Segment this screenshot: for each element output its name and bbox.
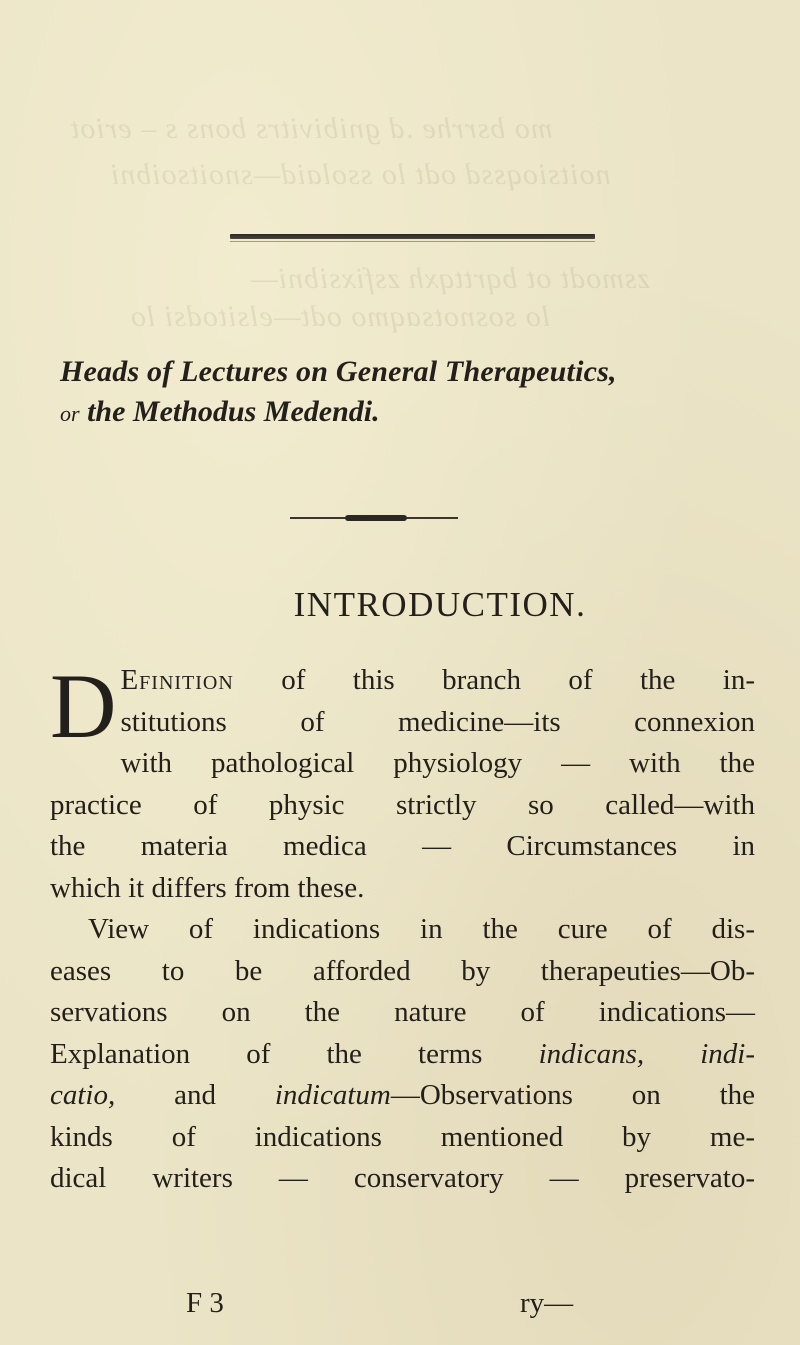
body-text xyxy=(50,655,756,1200)
italic-term: indicans, xyxy=(538,1037,645,1070)
header-rule xyxy=(230,234,595,239)
text-line: practice of physic strictly so called—with xyxy=(50,788,755,821)
text-segment: and xyxy=(174,1079,216,1111)
text-line: the materia medica — Circumstances in xyxy=(50,830,755,862)
text-segment: Explanation of the terms xyxy=(50,1037,483,1070)
ornament-rule xyxy=(290,517,458,519)
lecture-heading: Heads of Lectures on General Therapeutics, xyxy=(60,355,617,388)
show-through-text: noitsioqssd odt lo ssolaid—snoitsoibni xyxy=(110,158,611,191)
text-line xyxy=(50,1075,755,1117)
or-word: or xyxy=(60,401,80,426)
text-line: eases to be afforded by therapeuties—Ob- xyxy=(50,954,755,987)
text-segment: —Observations on the xyxy=(390,1079,756,1111)
text-line xyxy=(50,1034,755,1076)
text-line: servations on the nature of indications— xyxy=(50,996,755,1028)
catchword: ry— xyxy=(520,1287,574,1319)
lecture-subheading xyxy=(60,392,760,434)
signature-mark: F 3 xyxy=(186,1287,224,1319)
drop-cap: D xyxy=(50,655,117,757)
text-line: kinds of indications mentioned by me- xyxy=(50,1120,755,1153)
text-line-rest: of this branch of the in- xyxy=(281,664,755,696)
section-title-text: INTRODUCTION. xyxy=(293,585,587,624)
text-line: dical writers — conservatory — preservato- xyxy=(50,1162,755,1194)
subheading-rest: the Methodus Medendi. xyxy=(87,395,380,428)
text-line xyxy=(50,660,755,702)
italic-term: indi- xyxy=(700,1037,755,1070)
text-line: View of indications in the cure of dis- xyxy=(88,913,755,945)
italic-term: catio, xyxy=(50,1079,116,1111)
show-through-text: zsmodt ot bqrttqxh zsfixsibni— xyxy=(250,262,650,295)
show-through-text: mo bsrrhe .d gnibivitrs bons s ‒ eriot xyxy=(70,112,553,145)
text-line: stitutions of medicine—its connexion xyxy=(120,705,755,738)
small-caps-word: Efinition xyxy=(120,664,234,696)
italic-term: indicatum xyxy=(274,1079,391,1111)
text-line: which it differs from these. xyxy=(50,871,365,904)
show-through-text: lo sosnotsaqmo odt—elsitodsi lo xyxy=(130,300,551,333)
section-title xyxy=(0,582,800,628)
text-line: with pathological physiology — with the xyxy=(120,747,755,779)
